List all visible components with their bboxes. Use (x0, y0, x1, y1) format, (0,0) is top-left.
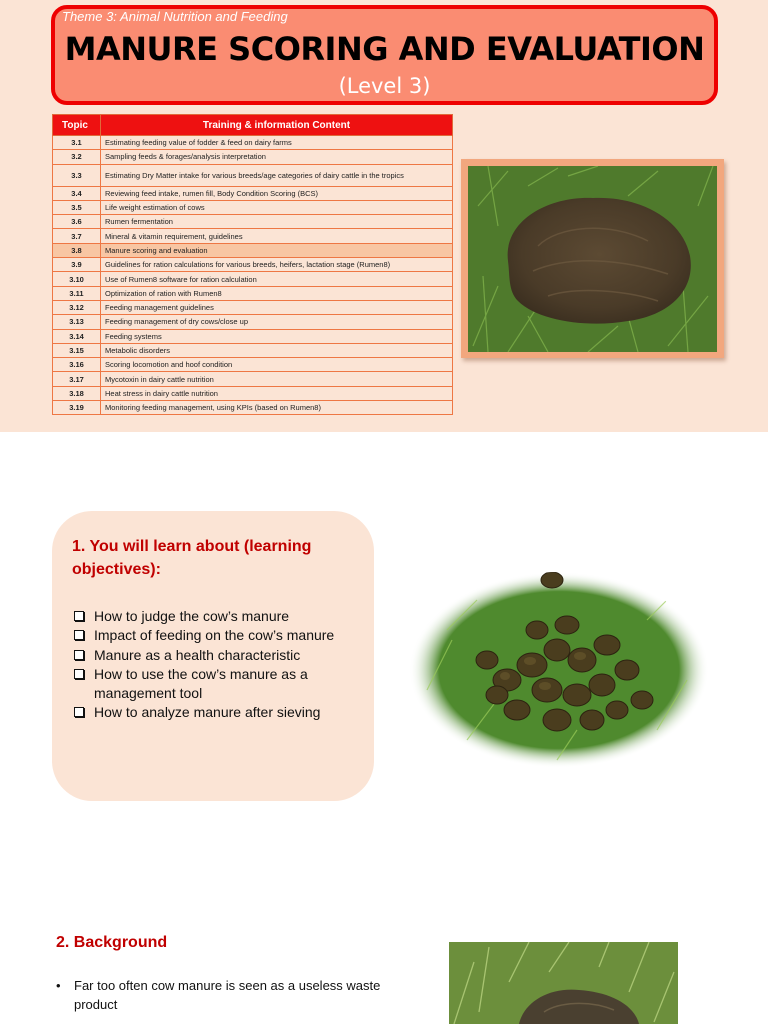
topic-number: 3.19 (53, 401, 101, 415)
topic-description: Rumen fermentation (101, 215, 453, 229)
topic-description: Feeding management of dry cows/close up (101, 315, 453, 329)
table-row (53, 286, 453, 300)
table-header-row (53, 115, 453, 136)
manure-pellets-photo (407, 570, 711, 770)
topic-number: 3.16 (53, 358, 101, 372)
list-item (72, 646, 362, 665)
topic-description: Manure scoring and evaluation (101, 243, 453, 257)
topic-number: 3.10 (53, 272, 101, 286)
topic-description: Reviewing feed intake, rumen fill, Body Condition Scoring (BCS) (101, 186, 453, 200)
checkbox-bullet-icon (74, 669, 84, 679)
bullet-icon: • (56, 978, 61, 993)
table-row (53, 215, 453, 229)
column-header-content: Training & information Content (101, 115, 453, 136)
topic-description: Sampling feeds & forages/analysis interpretation (101, 150, 453, 164)
topic-number: 3.6 (53, 215, 101, 229)
topic-number: 3.11 (53, 286, 101, 300)
objective-text: How to judge the cow’s manure (94, 608, 290, 624)
topic-number: 3.18 (53, 386, 101, 400)
topic-number: 3.8 (53, 243, 101, 257)
table-row (53, 386, 453, 400)
background-text: Far too often cow manure is seen as a useless waste product (74, 978, 381, 1012)
table-row (53, 229, 453, 243)
table-row (53, 401, 453, 415)
list-item (56, 976, 396, 1014)
topic-number: 3.13 (53, 315, 101, 329)
manure-pat-photo (468, 166, 717, 352)
table-row (53, 243, 453, 257)
table-row (53, 136, 453, 150)
table-row (53, 200, 453, 214)
topic-description: Optimization of ration with Rumen8 (101, 286, 453, 300)
page-title: MANURE SCORING AND EVALUATION (64, 30, 705, 68)
table-row (53, 315, 453, 329)
table-row (53, 164, 453, 186)
topic-number: 3.1 (53, 136, 101, 150)
topic-description: Estimating feeding value of fodder & feed on dairy farms (101, 136, 453, 150)
topic-description: Life weight estimation of cows (101, 200, 453, 214)
topic-number: 3.14 (53, 329, 101, 343)
topic-number: 3.15 (53, 343, 101, 357)
topic-description: Scoring locomotion and hoof condition (101, 358, 453, 372)
topic-number: 3.17 (53, 372, 101, 386)
topic-description: Guidelines for ration calculations for various breeds, heifers, lactation stage (Rumen8) (101, 258, 453, 272)
topic-number: 3.3 (53, 164, 101, 186)
photo-frame-manure-pat (461, 159, 724, 358)
topic-description: Feeding systems (101, 329, 453, 343)
objective-text: How to analyze manure after sieving (94, 704, 321, 721)
topic-description: Monitoring feeding management, using KPIs (based on Rumen8) (101, 401, 453, 415)
topic-description: Metabolic disorders (101, 343, 453, 357)
table-row (53, 329, 453, 343)
list-item (72, 665, 362, 704)
list-item (72, 703, 362, 722)
topic-description: Use of Rumen8 software for ration calculation (101, 272, 453, 286)
table-row (53, 186, 453, 200)
table-row (53, 258, 453, 272)
table-row (53, 300, 453, 314)
checkbox-bullet-icon (74, 630, 84, 640)
topic-number: 3.12 (53, 300, 101, 314)
manure-grass-photo (449, 942, 678, 1024)
topic-number: 3.5 (53, 200, 101, 214)
topic-number: 3.2 (53, 150, 101, 164)
table-row (53, 343, 453, 357)
topic-description: Feeding management guidelines (101, 300, 453, 314)
objective-text: Impact of feeding on the cow’s manure (94, 627, 335, 644)
column-header-topic: Topic (53, 115, 101, 136)
level-label: (Level 3) (338, 74, 431, 98)
checkbox-bullet-icon (74, 650, 84, 660)
objective-text: How to use the cow’s manure as a management tool (94, 665, 308, 702)
table-row (53, 272, 453, 286)
checkbox-bullet-icon (74, 611, 84, 621)
learning-objectives-list (72, 607, 362, 723)
background-list (56, 976, 396, 1014)
list-item (72, 626, 362, 645)
theme-label: Theme 3: Animal Nutrition and Feeding (62, 9, 288, 24)
topic-description: Mycotoxin in dairy cattle nutrition (101, 372, 453, 386)
topic-number: 3.9 (53, 258, 101, 272)
topic-number: 3.4 (53, 186, 101, 200)
objective-text: Manure as a health characteristic (94, 646, 301, 663)
topic-description: Heat stress in dairy cattle nutrition (101, 386, 453, 400)
table-row (53, 358, 453, 372)
table-row (53, 150, 453, 164)
topic-description: Estimating Dry Matter intake for various breeds/age categories of dairy cattle in the tropics (101, 164, 453, 186)
checkbox-bullet-icon (74, 707, 84, 717)
table-row (53, 372, 453, 386)
topic-description: Mineral & vitamin requirement, guidelines (101, 229, 453, 243)
learning-objectives-heading: 1. You will learn about (learning objectives): (72, 538, 312, 578)
topic-table (52, 114, 453, 415)
list-item (72, 607, 362, 626)
background-heading: 2. Background (56, 934, 168, 951)
topic-number: 3.7 (53, 229, 101, 243)
topic-table-body (53, 136, 453, 415)
